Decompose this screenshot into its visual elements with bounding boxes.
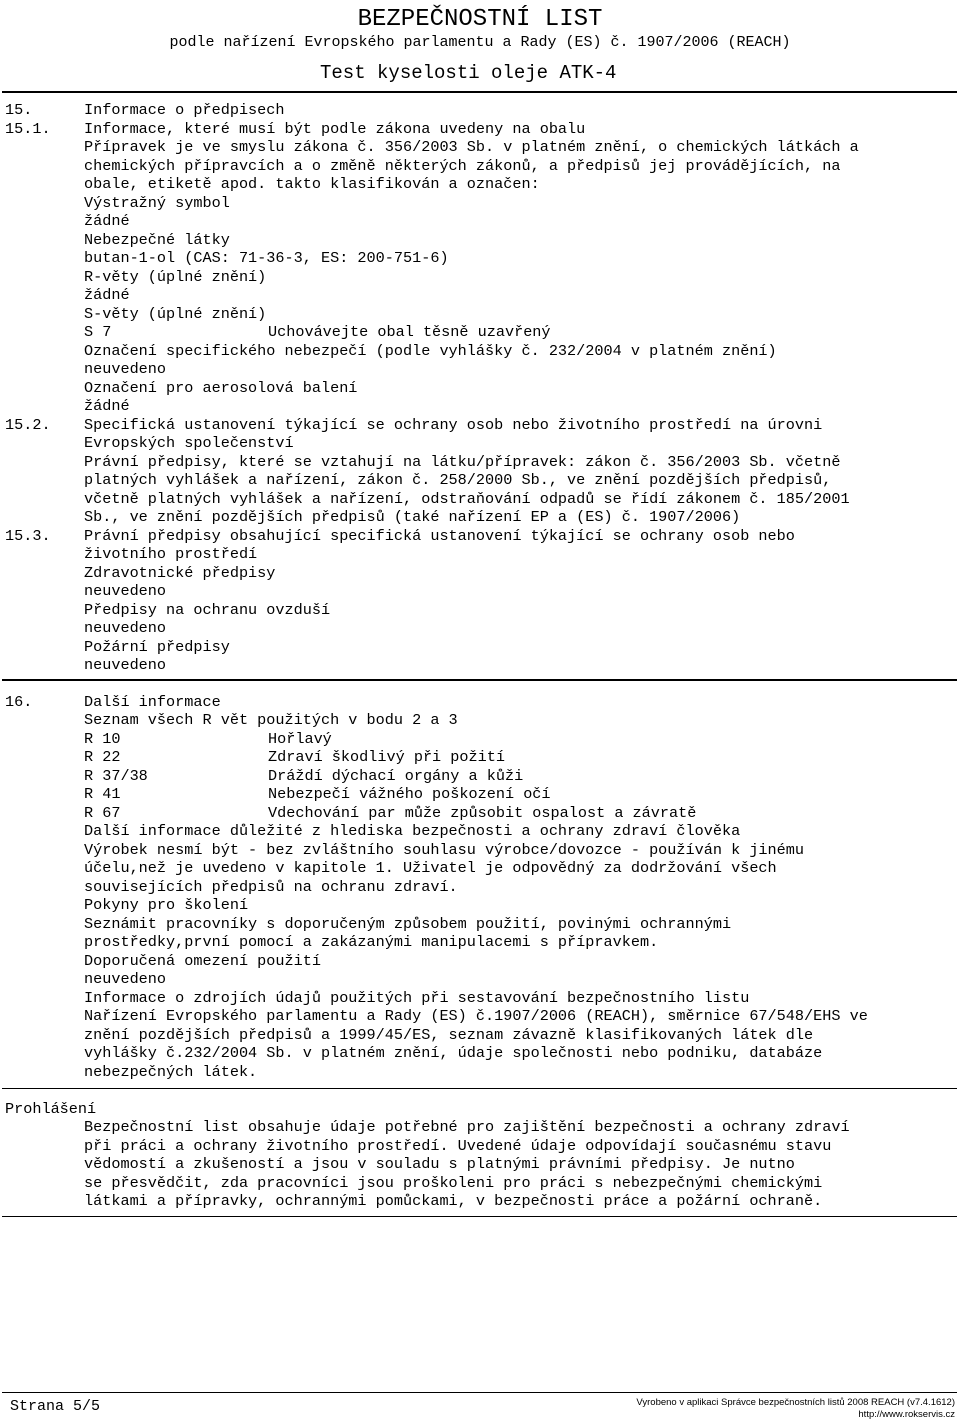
warning-symbol-value: žádné — [84, 212, 130, 230]
r-phrase-text: Nebezpečí vážného poškození očí — [268, 785, 551, 803]
section-15-1-text: chemických přípravcích a o změně některých zákonů, a předpisů jej provádějících, na — [84, 157, 841, 175]
declaration-text: se přesvědčit, zda pracovníci jsou proškoleni pro práci s nebezpečnými chemickými — [84, 1174, 823, 1192]
s-phrase-text: Uchovávejte obal těsně uzavřený — [268, 323, 551, 341]
aerosol-label: Označení pro aerosolová balení — [84, 379, 358, 397]
r-phrase-code: R 67 — [84, 804, 121, 822]
section-16-title: Další informace — [84, 693, 221, 711]
data-sources-text: Nařízení Evropského parlamentu a Rady (ES) č.1907/2006 (REACH), směrnice 67/548/EHS ve — [84, 1007, 868, 1025]
product-name: Test kyselosti oleje ATK-4 — [320, 62, 617, 84]
r-phrase-code: R 10 — [84, 730, 121, 748]
training-label: Pokyny pro školení — [84, 896, 249, 914]
use-restrictions-value: neuvedeno — [84, 970, 167, 988]
section-15-2-text: Právní předpisy, které se vztahují na látku/přípravek: zákon č. 356/2003 Sb. včetně — [84, 453, 841, 471]
fire-regulations-value: neuvedeno — [84, 656, 167, 674]
warning-symbol-label: Výstražný symbol — [84, 194, 230, 212]
training-text: Seznámit pracovníky s doporučeným způsobem použití, povinými ochrannými — [84, 915, 732, 933]
section-15-3-number: 15.3. — [5, 527, 51, 545]
r-phrases-value: žádné — [84, 286, 130, 304]
data-sources-label: Informace o zdrojích údajů použitých při sestavování bezpečnostního listu — [84, 989, 750, 1007]
r-phrase-code: R 41 — [84, 785, 121, 803]
air-regulations-label: Předpisy na ochranu ovzduší — [84, 601, 331, 619]
section-divider — [2, 1088, 957, 1089]
aerosol-value: žádné — [84, 397, 130, 415]
footer-app-credit: Vyrobeno v aplikaci Správce bezpečnostních listů 2008 REACH (v7.4.1612) — [636, 1397, 955, 1408]
safety-info-label: Další informace důležité z hlediska bezpečnosti a ochrany zdraví člověka — [84, 822, 741, 840]
s-phrase-code: S 7 — [84, 323, 112, 341]
section-15-2-title: Evropských společenství — [84, 434, 294, 452]
specific-hazard-label: Označení specifického nebezpečí (podle vyhlášky č. 232/2004 v platném znění) — [84, 342, 777, 360]
section-15-1-title: Informace, které musí být podle zákona uvedeny na obalu — [84, 120, 586, 138]
section-16-number: 16. — [5, 693, 33, 711]
data-sources-text: vyhlášky č.232/2004 Sb. v platném znění, údaje společnosti nebo podniku, databáze — [84, 1044, 823, 1062]
header-divider — [2, 91, 957, 93]
section-15-number: 15. — [5, 101, 33, 119]
section-divider — [2, 1216, 957, 1217]
section-divider — [2, 679, 957, 681]
training-text: prostředky,první pomocí a zakázanými manipulacemi s přípravkem. — [84, 933, 659, 951]
r-phrase-text: Vdechování par může způsobit ospalost a závratě — [268, 804, 697, 822]
r-phrase-list-label: Seznam všech R vět použitých v bodu 2 a 3 — [84, 711, 458, 729]
data-sources-text: nebezpečných látek. — [84, 1063, 258, 1081]
section-15-3-title: Právní předpisy obsahující specifická ustanovení týkající se ochrany osob nebo — [84, 527, 795, 545]
fire-regulations-label: Požární předpisy — [84, 638, 230, 656]
specific-hazard-value: neuvedeno — [84, 360, 167, 378]
safety-info-text: souvisejících předpisů na ochranu zdraví. — [84, 878, 458, 896]
page-number: Strana 5/5 — [10, 1398, 101, 1415]
safety-info-text: účelu,než je uvedeno v kapitole 1. Uživatel je odpovědný za dodržování všech — [84, 859, 777, 877]
health-regulations-value: neuvedeno — [84, 582, 167, 600]
document-header — [0, 6, 960, 52]
r-phrase-text: Hořlavý — [268, 730, 332, 748]
health-regulations-label: Zdravotnické předpisy — [84, 564, 276, 582]
r-phrase-code: R 37/38 — [84, 767, 148, 785]
declaration-text: při práci a ochrany životního prostředí. Uvedené údaje odpovídají současnému stavu — [84, 1137, 832, 1155]
footer-credits — [636, 1397, 955, 1421]
document-subtitle: podle nařízení Evropského parlamentu a Rady (ES) č. 1907/2006 (REACH) — [169, 34, 791, 51]
section-15-2-text: Sb., ve znění pozdějších předpisů (také nařízení EP a (ES) č. 1907/2006) — [84, 508, 741, 526]
section-15-1-text: obale, etiketě apod. takto klasifikován a označen: — [84, 175, 540, 193]
safety-info-text: Výrobek nesmí být - bez zvláštního souhlasu výrobce/dovozce - používán k jinému — [84, 841, 805, 859]
r-phrases-label: R-věty (úplné znění) — [84, 268, 267, 286]
document-title: BEZPEČNOSTNÍ LIST — [357, 6, 603, 33]
s-phrases-label: S-věty (úplné znění) — [84, 305, 267, 323]
section-15-1-text: Přípravek je ve smyslu zákona č. 356/2003 Sb. v platném znění, o chemických látkách a — [84, 138, 859, 156]
footer-url-link[interactable]: http://www.rokservis.cz — [858, 1409, 955, 1420]
r-phrase-code: R 22 — [84, 748, 121, 766]
section-15-3-title: životního prostředí — [84, 545, 258, 563]
data-sources-text: znění pozdějších předpisů a 1999/45/ES, seznam závazně klasifikovaných látek dle — [84, 1026, 814, 1044]
air-regulations-value: neuvedeno — [84, 619, 167, 637]
r-phrase-text: Zdraví škodlivý při požití — [268, 748, 505, 766]
r-phrase-text: Dráždí dýchací orgány a kůži — [268, 767, 524, 785]
hazardous-substances-value: butan-1-ol (CAS: 71-36-3, ES: 200-751-6) — [84, 249, 449, 267]
hazardous-substances-label: Nebezpečné látky — [84, 231, 230, 249]
declaration-text: látkami a přípravky, ochrannými pomůckami, v bezpečnosti práce a požární ochraně. — [84, 1192, 823, 1210]
footer-divider — [2, 1392, 957, 1393]
declaration-label: Prohlášení — [5, 1100, 97, 1118]
section-15-1-number: 15.1. — [5, 120, 51, 138]
use-restrictions-label: Doporučená omezení použití — [84, 952, 321, 970]
declaration-text: vědomostí a zkušeností a jsou v souladu s platnými právními předpisy. Je nutno — [84, 1155, 795, 1173]
section-15-2-title: Specifická ustanovení týkající se ochrany osob nebo životního prostředí na úrovni — [84, 416, 823, 434]
section-15-title: Informace o předpisech — [84, 101, 285, 119]
section-15-2-number: 15.2. — [5, 416, 51, 434]
section-15-2-text: platných vyhlášek a nařízení, zákon č. 258/2000 Sb., ve znění pozdějších předpisů, — [84, 471, 832, 489]
declaration-text: Bezpečnostní list obsahuje údaje potřebné pro zajištění bezpečnosti a ochrany zdraví — [84, 1118, 850, 1136]
section-15-2-text: včetně platných vyhlášek a nařízení, odstraňování odpadů se řídí zákonem č. 185/2001 — [84, 490, 850, 508]
